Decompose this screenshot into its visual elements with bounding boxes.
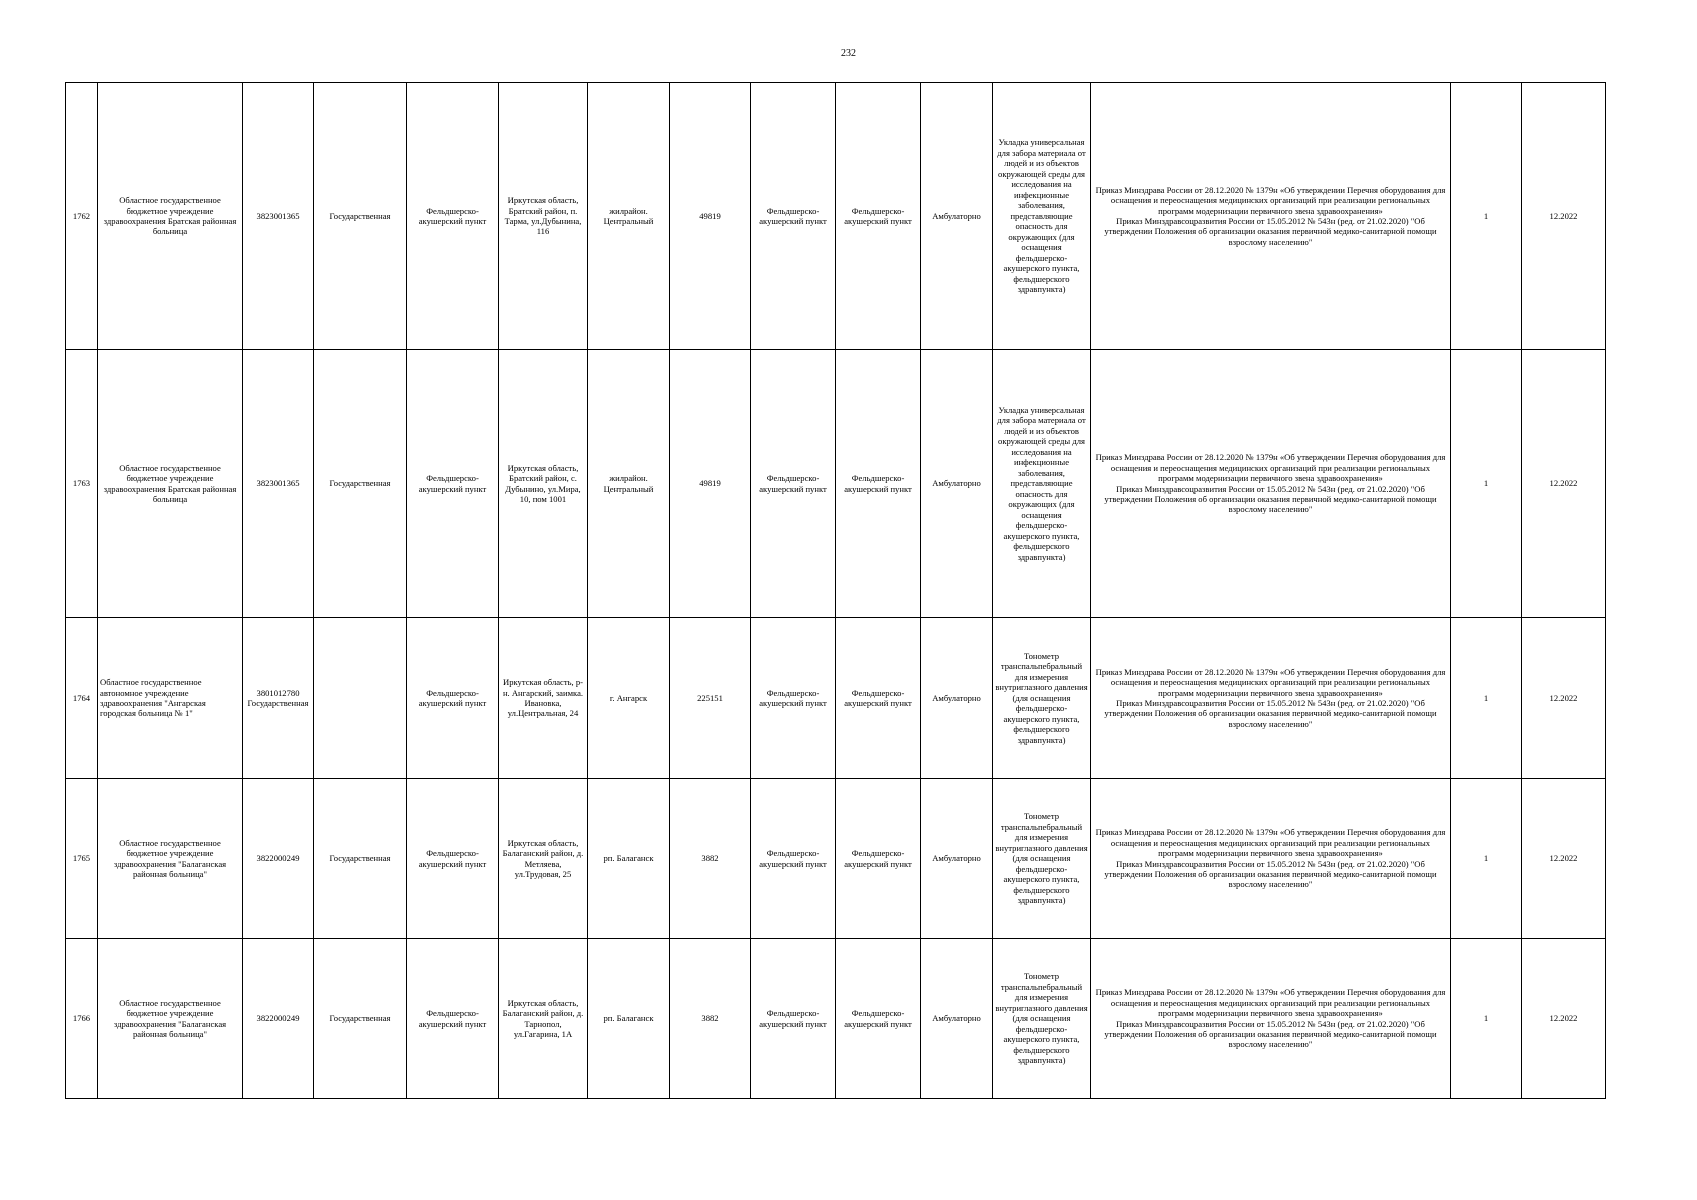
regulation-order-1379n: Приказ Минздрава России от 28.12.2020 № 1379н «Об утверждении Перечня оборудования для оснащения и переоснащения медицинских организаций при реализации региональных программ модернизации первичного звена здравоохранения» [1095, 827, 1446, 859]
facility-cell: Фельдшерско-акушерский пункт [751, 779, 836, 939]
locality-cell: рп. Балаганск [588, 779, 670, 939]
facility-type-cell: Фельдшерско-акушерский пункт [836, 618, 921, 779]
care-form-cell: Амбулаторно [921, 779, 993, 939]
regulation-order-543n: Приказ Минздравсоцразвития России от 15.05.2012 № 543н (ред. от 21.02.2020) "Об утверждении Положения об организации оказания первичной медико-санитарной помощи взрослому населению" [1104, 216, 1437, 247]
ownership-cell: Государственная [314, 350, 407, 618]
table-row [66, 939, 1606, 1099]
facility-cell: Фельдшерско-акушерский пункт [751, 83, 836, 350]
locality-cell: жилрайон. Центральный [588, 83, 670, 350]
date-cell: 12.2022 [1522, 83, 1606, 350]
inn-cell: 3822000249 [243, 939, 314, 1099]
row-number-cell: 1765 [66, 779, 98, 939]
page-number: 232 [841, 48, 856, 59]
population-cell: 3882 [670, 779, 751, 939]
ownership-value: Государственная [247, 698, 309, 708]
quantity-cell: 1 [1451, 618, 1522, 779]
unit-type-cell: Фельдшерско-акушерский пункт [407, 83, 499, 350]
address-cell: Иркутская область, Братский район, с. Дубынино, ул.Мира, 10, пом 1001 [499, 350, 588, 618]
organization-cell: Областное государственное бюджетное учреждение здравоохранения Братская районная больница [98, 350, 243, 618]
quantity-cell: 1 [1451, 779, 1522, 939]
table-row [66, 83, 1606, 350]
locality-cell: г. Ангарск [588, 618, 670, 779]
quantity-cell: 1 [1451, 350, 1522, 618]
regulation-order-543n: Приказ Минздравсоцразвития России от 15.05.2012 № 543н (ред. от 21.02.2020) "Об утверждении Положения об организации оказания первичной медико-санитарной помощи взрослому населению" [1104, 698, 1437, 729]
row-number-cell: 1766 [66, 939, 98, 1099]
date-cell: 12.2022 [1522, 779, 1606, 939]
inn-cell: 3823001365 [243, 350, 314, 618]
unit-type-cell: Фельдшерско-акушерский пункт [407, 618, 499, 779]
facility-cell: Фельдшерско-акушерский пункт [751, 350, 836, 618]
address-cell: Иркутская область, Балаганский район, д. Тарнопол, ул.Гагарина, 1А [499, 939, 588, 1099]
equipment-cell: Тонометр транспальпебральный для измерения внутриглазного давления (для оснащения фельдшерско-акушерского пункта, фельдшерского здравпункта) [993, 779, 1091, 939]
ownership-cell: Государственная [314, 779, 407, 939]
locality-cell: рп. Балаганск [588, 939, 670, 1099]
row-number-cell: 1764 [66, 618, 98, 779]
quantity-cell: 1 [1451, 939, 1522, 1099]
ownership-cell: Государственная [314, 83, 407, 350]
care-form-cell: Амбулаторно [921, 939, 993, 1099]
ownership-cell [314, 618, 407, 779]
organization-cell: Областное государственное автономное учреждение здравоохранения "Ангарская городская больница № 1" [98, 618, 243, 779]
equipment-cell: Укладка универсальная для забора материала от людей и из объектов окружающей среды для исследования на инфекционные заболевания, представляющие опасность для окружающих (для оснащения фельдшерско-акушерского пункта, фельдшерского здравпункта) [993, 83, 1091, 350]
care-form-cell: Амбулаторно [921, 350, 993, 618]
organization-cell: Областное государственное бюджетное учреждение здравоохранения "Балаганская районная больница" [98, 939, 243, 1099]
regulation-order-1379n: Приказ Минздрава России от 28.12.2020 № 1379н «Об утверждении Перечня оборудования для оснащения и переоснащения медицинских организаций при реализации региональных программ модернизации первичного звена здравоохранения» [1095, 987, 1446, 1019]
address-cell: Иркутская область, р-н. Ангарский, заимка. Ивановка, ул.Центральная, 24 [499, 618, 588, 779]
unit-type-cell: Фельдшерско-акушерский пункт [407, 779, 499, 939]
address-cell: Иркутская область, Балаганский район, д. Метляева, ул.Трудовая, 25 [499, 779, 588, 939]
organization-cell: Областное государственное бюджетное учреждение здравоохранения Братская районная больница [98, 83, 243, 350]
table-row [66, 779, 1606, 939]
table-row [66, 618, 1606, 779]
regulation-order-1379n: Приказ Минздрава России от 28.12.2020 № 1379н «Об утверждении Перечня оборудования для оснащения и переоснащения медицинских организаций при реализации региональных программ модернизации первичного звена здравоохранения» [1095, 666, 1446, 698]
locality-cell: жилрайон. Центральный [588, 350, 670, 618]
regulation-cell [1091, 779, 1451, 939]
organization-cell: Областное государственное бюджетное учреждение здравоохранения "Балаганская районная больница" [98, 779, 243, 939]
equipment-registry-table [65, 82, 1606, 1099]
facility-type-cell: Фельдшерско-акушерский пункт [836, 350, 921, 618]
regulation-cell [1091, 83, 1451, 350]
facility-type-cell: Фельдшерско-акушерский пункт [836, 779, 921, 939]
regulation-cell [1091, 618, 1451, 779]
date-cell: 12.2022 [1522, 618, 1606, 779]
address-cell: Иркутская область, Братский район, п. Тарма, ул.Дубынина, 116 [499, 83, 588, 350]
facility-type-cell: Фельдшерско-акушерский пункт [836, 83, 921, 350]
population-cell: 3882 [670, 939, 751, 1099]
inn-cell [243, 618, 314, 779]
regulation-cell [1091, 939, 1451, 1099]
date-cell: 12.2022 [1522, 939, 1606, 1099]
care-form-cell: Амбулаторно [921, 83, 993, 350]
unit-type-cell: Фельдшерско-акушерский пункт [407, 939, 499, 1099]
row-number-cell: 1762 [66, 83, 98, 350]
facility-cell: Фельдшерско-акушерский пункт [751, 618, 836, 779]
population-cell: 225151 [670, 618, 751, 779]
regulation-order-1379n: Приказ Минздрава России от 28.12.2020 № 1379н «Об утверждении Перечня оборудования для оснащения и переоснащения медицинских организаций при реализации региональных программ модернизации первичного звена здравоохранения» [1095, 184, 1446, 216]
ownership-cell: Государственная [314, 939, 407, 1099]
regulation-order-543n: Приказ Минздравсоцразвития России от 15.05.2012 № 543н (ред. от 21.02.2020) "Об утверждении Положения об организации оказания первичной медико-санитарной помощи взрослому населению" [1104, 1018, 1437, 1050]
equipment-cell: Тонометр транспальпебральный для измерения внутриглазного давления (для оснащения фельдшерско-акушерского пункта, фельдшерского здравпункта) [993, 939, 1091, 1099]
row-number-cell: 1763 [66, 350, 98, 618]
date-cell: 12.2022 [1522, 350, 1606, 618]
equipment-cell: Тонометр транспальпебральный для измерения внутриглазного давления (для оснащения фельдшерско-акушерского пункта, фельдшерского здравпункта) [993, 618, 1091, 779]
equipment-cell: Укладка универсальная для забора материала от людей и из объектов окружающей среды для исследования на инфекционные заболевания, представляющие опасность для окружающих (для оснащения фельдшерско-акушерского пункта, фельдшерского здравпункта) [993, 350, 1091, 618]
regulation-order-1379n: Приказ Минздрава России от 28.12.2020 № 1379н «Об утверждении Перечня оборудования для оснащения и переоснащения медицинских организаций при реализации региональных программ модернизации первичного звена здравоохранения» [1095, 452, 1446, 484]
regulation-cell [1091, 350, 1451, 618]
regulation-order-543n: Приказ Минздравсоцразвития России от 15.05.2012 № 543н (ред. от 21.02.2020) "Об утверждении Положения об организации оказания первичной медико-санитарной помощи взрослому населению" [1104, 858, 1437, 890]
population-cell: 49819 [670, 350, 751, 618]
inn-cell: 3822000249 [243, 779, 314, 939]
regulation-order-543n: Приказ Минздравсоцразвития России от 15.05.2012 № 543н (ред. от 21.02.2020) "Об утверждении Положения об организации оказания первичной медико-санитарной помощи взрослому населению" [1104, 483, 1437, 515]
inn-cell: 3823001365 [243, 83, 314, 350]
facility-type-cell: Фельдшерско-акушерский пункт [836, 939, 921, 1099]
care-form-cell: Амбулаторно [921, 618, 993, 779]
quantity-cell: 1 [1451, 83, 1522, 350]
facility-cell: Фельдшерско-акушерский пункт [751, 939, 836, 1099]
table-row [66, 350, 1606, 618]
unit-type-cell: Фельдшерско-акушерский пункт [407, 350, 499, 618]
population-cell: 49819 [670, 83, 751, 350]
inn-value: 3801012780 [256, 687, 300, 698]
